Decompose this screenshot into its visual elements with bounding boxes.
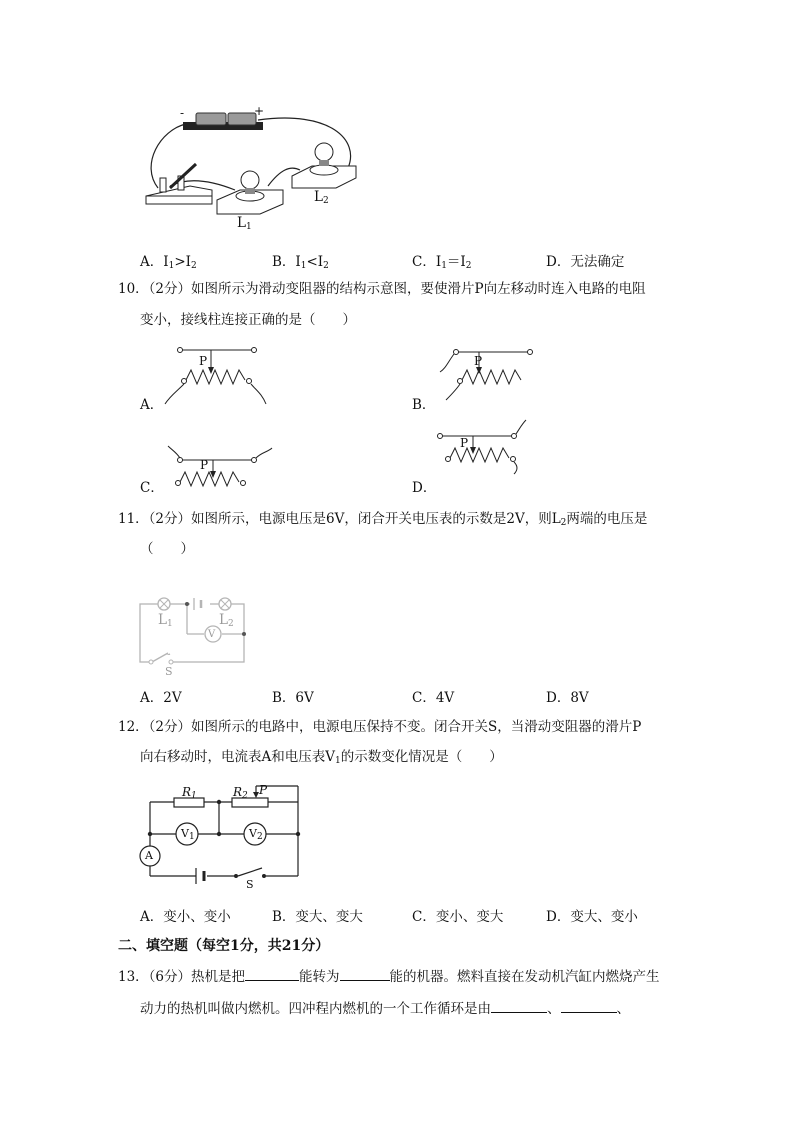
lamp-l1-label: $L_1$ bbox=[237, 215, 252, 232]
q9-option-b[interactable]: B．$I_1<I_2$ bbox=[272, 254, 329, 271]
q9-option-c[interactable]: C．$I_1=I_2$ bbox=[412, 254, 472, 271]
q11-option-b[interactable]: B．6V bbox=[272, 690, 314, 706]
q11-voltmeter-label: V bbox=[208, 629, 216, 640]
q12-r2-label: $R_2$ bbox=[233, 785, 248, 801]
q13-blank-4[interactable] bbox=[561, 998, 617, 1013]
lamp-l2-label: $L_2$ bbox=[314, 189, 329, 206]
q10-option-d[interactable]: D． bbox=[412, 480, 437, 496]
q13-blank-3[interactable] bbox=[491, 998, 547, 1013]
q10-stem-line1: 10．（2分）如图所示为滑动变阻器的结构示意图，要使滑片P向左移动时连入电路的电阻 bbox=[118, 281, 646, 297]
q12-stem-line2: 向右移动时，电流表A和电压表$V_1$的示数变化情况是（ ） bbox=[140, 749, 503, 766]
q11-l1-label: $L_1$ bbox=[158, 612, 173, 629]
q12-p-label: P bbox=[259, 783, 268, 797]
q12-v2-label: $V_2$ bbox=[249, 827, 263, 842]
q11-option-d[interactable]: D．8V bbox=[546, 690, 589, 706]
q12-option-a[interactable]: A．变小、变小 bbox=[140, 909, 231, 925]
q10-option-a[interactable]: A． bbox=[140, 397, 164, 413]
battery-minus-label: - bbox=[180, 106, 185, 120]
q10-fig-a-p: P bbox=[199, 354, 208, 368]
q10-fig-c-p: P bbox=[200, 458, 209, 472]
q12-stem-line1: 12．（2分）如图所示的电路中，电源电压保持不变。闭合开关S，当滑动变阻器的滑片P bbox=[118, 719, 642, 735]
q9-option-a[interactable]: A．$I_1>I_2$ bbox=[140, 254, 197, 271]
q13-blank-2[interactable] bbox=[340, 966, 390, 981]
q11-switch-label: S bbox=[165, 665, 173, 678]
q12-ammeter-label: A bbox=[145, 849, 153, 862]
q10-fig-d-p: P bbox=[460, 436, 469, 450]
q12-option-b[interactable]: B．变大、变大 bbox=[272, 909, 363, 925]
q12-r1-label: $R_1$ bbox=[182, 785, 197, 801]
q12-option-d[interactable]: D．变大、变小 bbox=[546, 909, 638, 925]
q10-option-c[interactable]: C． bbox=[140, 480, 164, 496]
q11-stem-line1: 11．（2分）如图所示，电源电压是6V，闭合开关电压表的示数是2V，则$L_2$两端的电压是 bbox=[118, 511, 648, 528]
q11-l2-label: $L_2$ bbox=[219, 612, 234, 629]
q10-stem-line2: 变小，接线柱连接正确的是（ ） bbox=[140, 312, 356, 328]
q13-line2: 动力的热机叫做内燃机。四冲程内燃机的一个工作循环是由 、 、 bbox=[140, 998, 630, 1018]
q10-fig-b-p: P bbox=[474, 354, 483, 368]
battery-plus-label: + bbox=[254, 104, 265, 118]
q12-switch-label: S bbox=[246, 878, 254, 891]
q11-option-c[interactable]: C．4V bbox=[412, 690, 455, 706]
q12-v1-label: $V_1$ bbox=[181, 827, 195, 842]
q10-option-b[interactable]: B． bbox=[412, 397, 436, 413]
section-2-title: 二、填空题（每空1分，共21分） bbox=[118, 938, 330, 954]
q13-blank-1[interactable] bbox=[245, 966, 299, 981]
q9-option-d[interactable]: D．无法确定 bbox=[546, 254, 625, 270]
q11-option-a[interactable]: A．2V bbox=[140, 690, 182, 706]
q11-stem-line2: （ ） bbox=[140, 541, 194, 557]
q13-line1: 13．（6分）热机是把 能转为 能的机器。燃料直接在发动机汽缸内燃烧产生 bbox=[118, 966, 660, 986]
q12-option-c[interactable]: C．变小、变大 bbox=[412, 909, 504, 925]
